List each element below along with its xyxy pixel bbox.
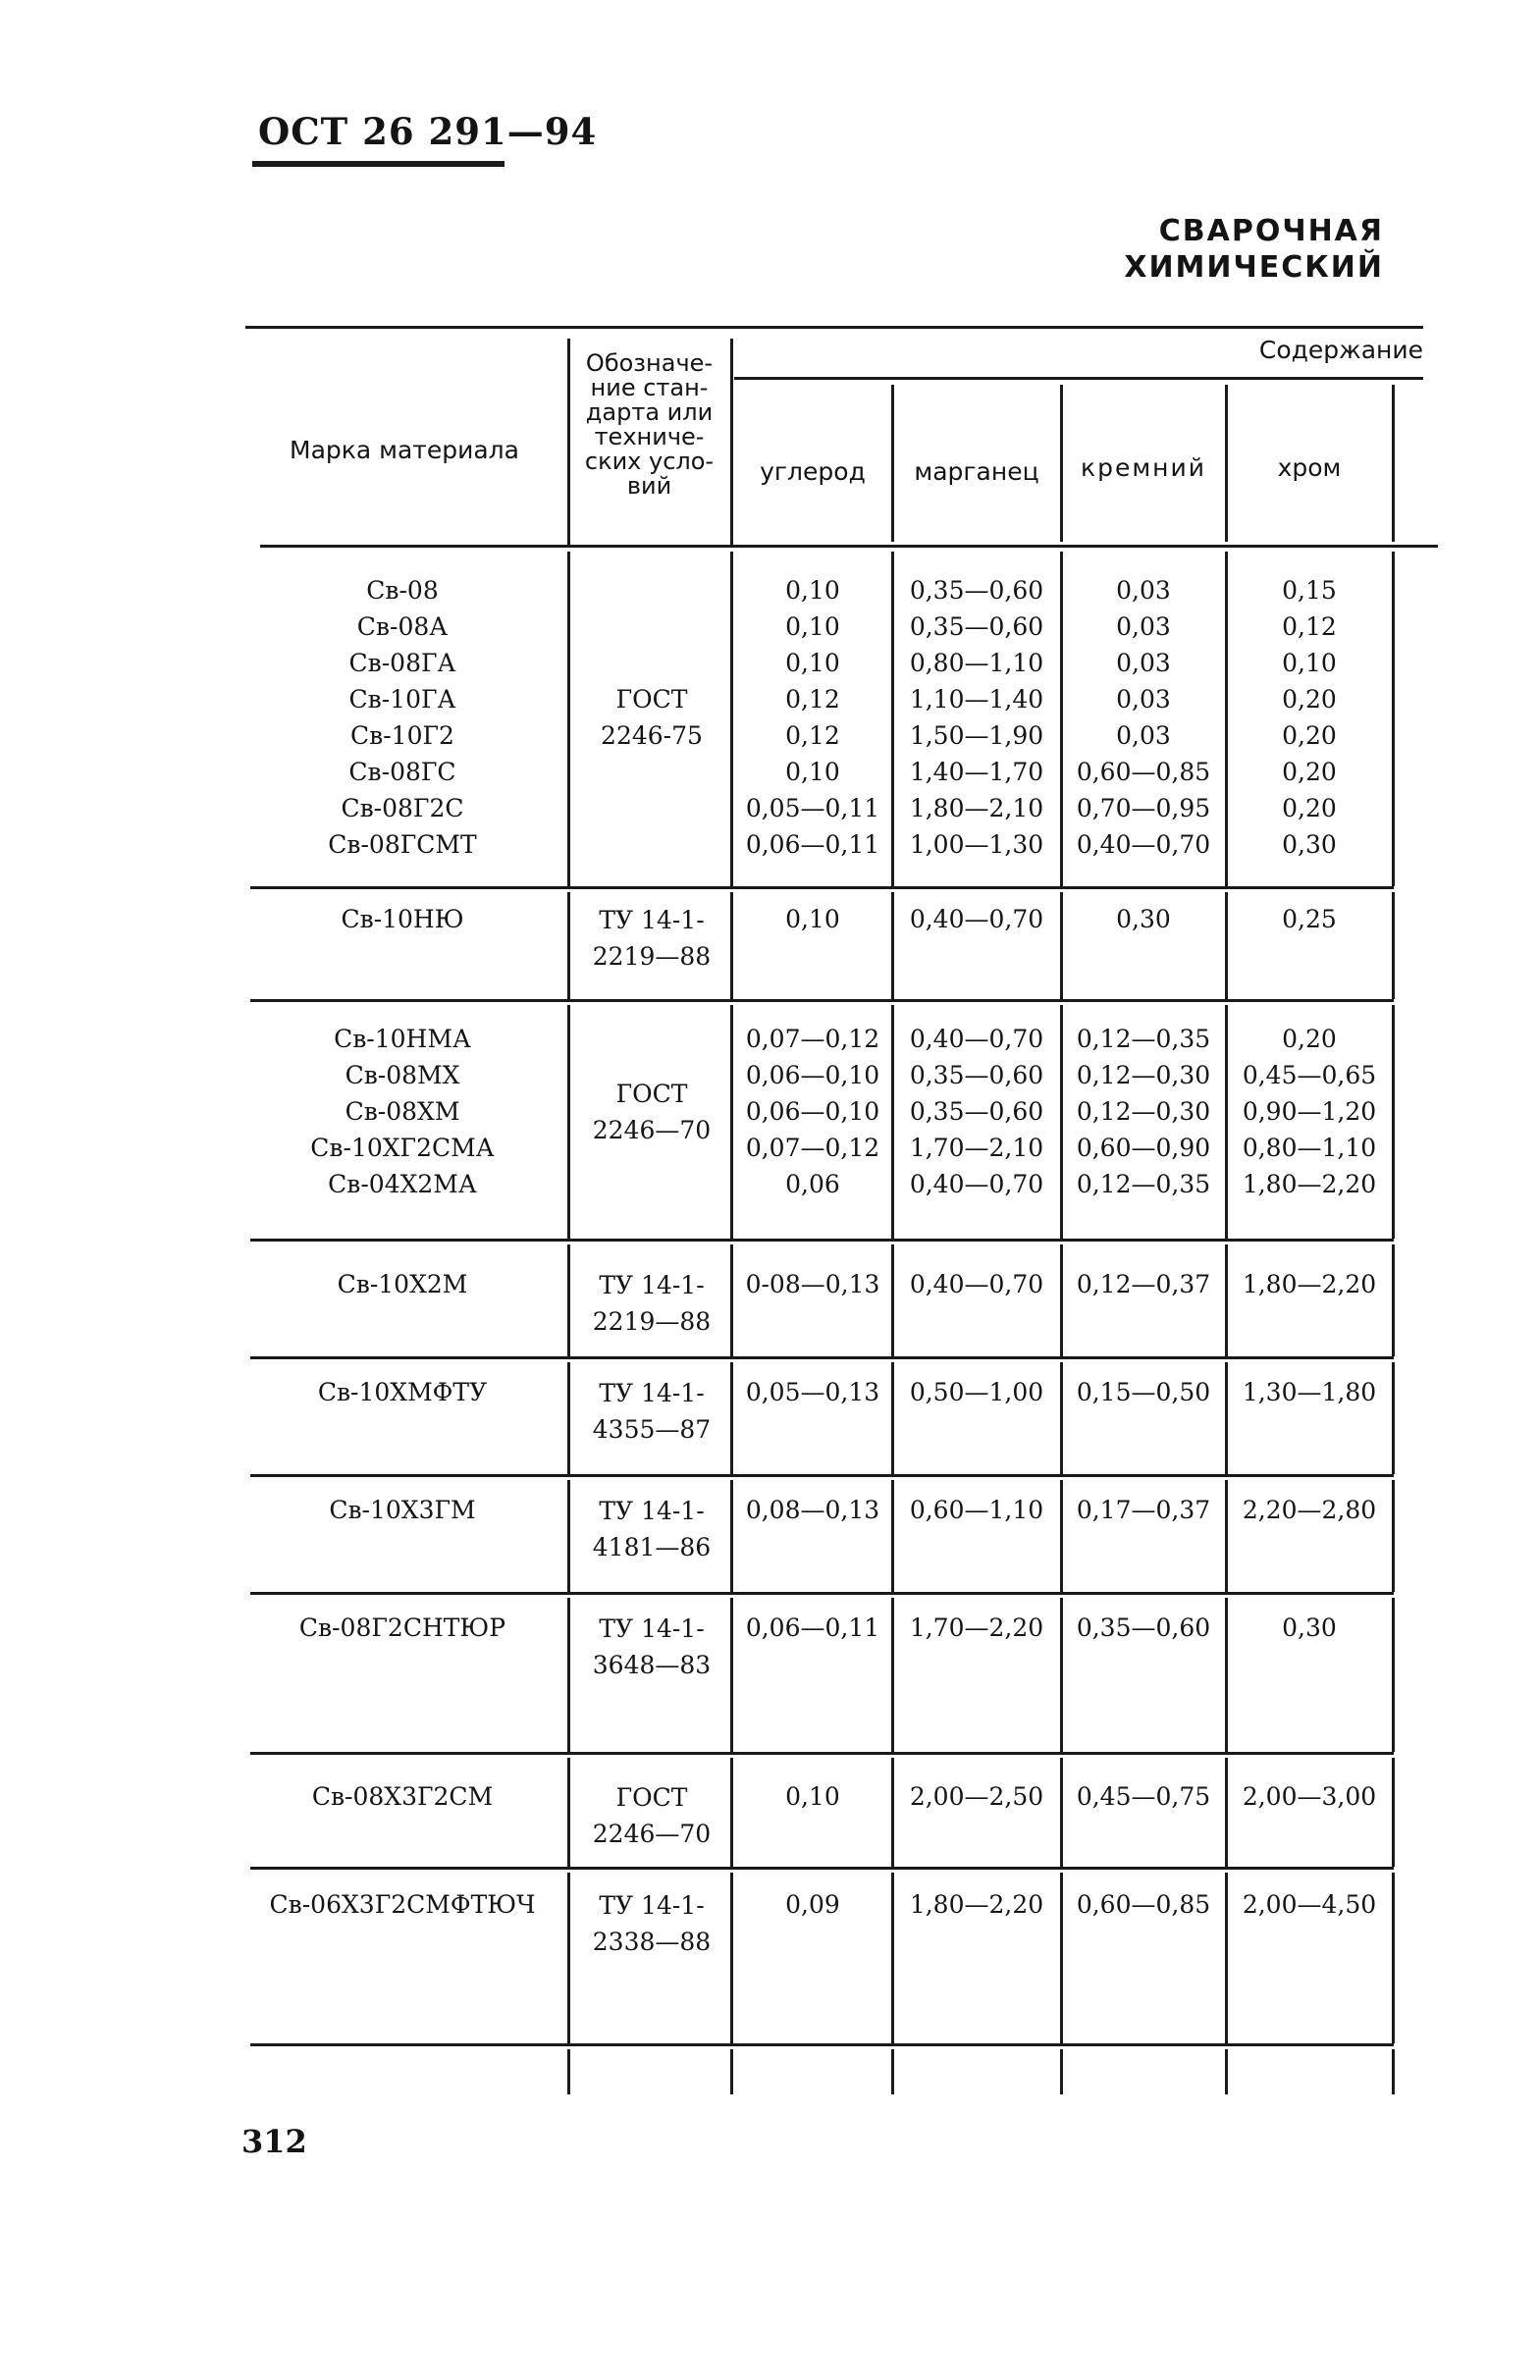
column-divider [567,1480,570,1592]
silicon-cell: 0,03 [1116,649,1171,677]
material-mark-cell: Св-08Х3Г2СМ [311,1782,494,1811]
column-divider [891,892,894,999]
standard-cell: 2219—88 [592,1307,712,1336]
material-mark-cell: Св-08Г2С [341,794,464,822]
silicon-cell: 0,12—0,30 [1076,1097,1211,1126]
material-mark-cell: Св-08ГА [348,649,456,677]
carbon-cell: 0,12 [785,721,840,750]
header-standard-line: вий [626,472,672,500]
row-divider [250,999,1394,1002]
manganese-cell: 1,50—1,90 [909,721,1044,750]
manganese-cell: 0,35—0,60 [909,1061,1044,1089]
carbon-cell: 0,09 [785,1890,840,1919]
material-mark-cell: Св-10ГА [348,685,456,714]
page-title-line-1: СВАРОЧНАЯ [1158,214,1384,248]
column-divider [1225,1005,1228,1239]
carbon-cell: 0,12 [785,685,840,714]
column-divider [1392,1362,1395,1474]
column-divider [891,1244,894,1356]
manganese-cell: 0,50—1,00 [909,1378,1044,1406]
carbon-cell: 0-08—0,13 [745,1270,880,1298]
chromium-cell: 0,12 [1282,612,1337,641]
silicon-cell: 0,12—0,37 [1076,1270,1211,1298]
column-divider [1060,1873,1063,2043]
column-divider [1060,892,1063,999]
manganese-cell: 0,40—0,70 [909,1025,1044,1053]
column-divider [1060,1005,1063,1239]
column-divider [1225,552,1228,886]
manganese-cell: 0,40—0,70 [909,1270,1044,1298]
header-standard-line: дарта или [585,398,714,426]
chromium-cell: 0,15 [1282,576,1337,605]
column-divider [1060,2049,1063,2094]
column-divider [730,2049,733,2094]
chromium-cell: 2,20—2,80 [1242,1496,1377,1524]
chromium-cell: 0,30 [1282,1613,1337,1642]
material-mark-cell: Св-10НЮ [341,905,464,933]
row-divider [250,1592,1394,1595]
material-mark-cell: Св-10ХМФТУ [317,1378,488,1406]
row-divider [250,1356,1394,1359]
header-standard-line: ние стан- [590,374,709,401]
column-divider [730,339,733,545]
document-code-underline [252,161,504,167]
manganese-cell: 1,00—1,30 [909,830,1044,859]
header-chromium: хром [1277,453,1342,482]
carbon-cell: 0,06—0,11 [745,830,880,859]
chromium-cell: 0,20 [1282,794,1337,822]
header-manganese: марганец [914,457,1039,486]
silicon-cell: 0,12—0,35 [1076,1170,1211,1198]
material-mark-cell: Св-10НМА [334,1025,471,1053]
standard-cell: ТУ 14-1- [599,906,705,934]
standard-cell: 2338—88 [592,1928,712,1956]
column-divider [730,892,733,999]
column-divider [567,1244,570,1356]
silicon-cell: 0,60—0,85 [1076,758,1211,786]
column-divider [1225,1362,1228,1474]
column-divider [1392,1873,1395,2043]
column-divider [1225,1758,1228,1867]
column-divider [730,552,733,886]
chromium-cell: 0,45—0,65 [1242,1061,1377,1089]
silicon-cell: 0,12—0,35 [1076,1025,1211,1053]
chromium-cell: 0,80—1,10 [1242,1134,1377,1162]
column-divider [730,1758,733,1867]
standard-cell: 4355—87 [592,1415,712,1444]
chromium-cell: 0,20 [1282,1025,1337,1053]
silicon-cell: 0,15—0,50 [1076,1378,1211,1406]
silicon-cell: 0,45—0,75 [1076,1782,1211,1811]
column-divider [567,2049,570,2094]
material-mark-cell: Св-10Х3ГМ [329,1496,476,1524]
column-divider [1392,1005,1395,1239]
chromium-cell: 2,00—3,00 [1242,1782,1377,1811]
manganese-cell: 1,80—2,20 [909,1890,1044,1919]
carbon-cell: 0,05—0,11 [745,794,880,822]
carbon-cell: 0,10 [785,1782,840,1811]
header-standard-line: ских усло- [584,448,715,475]
material-mark-cell: Св-08ХМ [345,1097,460,1126]
silicon-cell: 0,35—0,60 [1076,1613,1211,1642]
column-divider [1225,2049,1228,2094]
standard-cell: ГОСТ [615,685,688,714]
carbon-cell: 0,10 [785,758,840,786]
standard-cell: 2246-75 [601,721,703,750]
header-carbon: углерод [760,457,866,486]
table-top-rule [245,326,1423,329]
column-divider [1060,1758,1063,1867]
column-divider [1225,1480,1228,1592]
column-divider [567,1598,570,1752]
carbon-cell: 0,08—0,13 [745,1496,880,1524]
carbon-cell: 0,05—0,13 [745,1378,880,1406]
chromium-cell: 0,20 [1282,685,1337,714]
column-divider [567,339,570,545]
carbon-cell: 0,10 [785,612,840,641]
material-mark-cell: Св-08МХ [345,1061,460,1089]
silicon-cell: 0,03 [1116,721,1171,750]
chromium-cell: 0,90—1,20 [1242,1097,1377,1126]
carbon-cell: 0,06—0,10 [745,1097,880,1126]
row-divider [250,886,1394,889]
column-divider [567,1873,570,2043]
manganese-cell: 0,35—0,60 [909,576,1044,605]
chromium-cell: 0,20 [1282,758,1337,786]
material-mark-cell: Св-08 [366,576,439,605]
standard-cell: ГОСТ [615,1080,688,1108]
header-content: Содержание [1258,336,1423,364]
column-divider [567,1362,570,1474]
manganese-cell: 1,10—1,40 [909,685,1044,714]
column-divider [891,2049,894,2094]
carbon-cell: 0,07—0,12 [745,1134,880,1162]
silicon-cell: 0,12—0,30 [1076,1061,1211,1089]
material-mark-cell: Св-10Х2М [337,1270,468,1298]
column-divider [1060,1244,1063,1356]
standard-cell: ТУ 14-1- [599,1271,705,1299]
column-divider [891,552,894,886]
column-divider [1392,552,1395,886]
material-mark-cell: Св-10ХГ2СМА [310,1134,495,1162]
carbon-cell: 0,10 [785,649,840,677]
chromium-cell: 0,30 [1282,830,1337,859]
silicon-cell: 0,03 [1116,612,1171,641]
silicon-cell: 0,03 [1116,685,1171,714]
column-divider [1060,1598,1063,1752]
column-divider [730,1244,733,1356]
standard-cell: 2246—70 [592,1820,712,1848]
material-mark-cell: Св-08ГСМТ [328,830,477,859]
material-mark-cell: Св-08Г2СНТЮР [298,1613,506,1642]
standard-cell: 4181—86 [592,1533,712,1561]
column-divider [1392,1598,1395,1752]
column-divider [730,1873,733,2043]
material-mark-cell: Св-04Х2МА [328,1170,477,1198]
standard-cell: ТУ 14-1- [599,1891,705,1920]
silicon-cell: 0,70—0,95 [1076,794,1211,822]
row-divider [250,1752,1394,1755]
material-mark-cell: Св-10Г2 [350,721,454,750]
carbon-cell: 0,10 [785,905,840,933]
manganese-cell: 2,00—2,50 [909,1782,1044,1811]
carbon-cell: 0,06 [785,1170,840,1198]
silicon-cell: 0,40—0,70 [1076,830,1211,859]
column-divider [891,1362,894,1474]
standard-cell: ГОСТ [615,1783,688,1812]
chromium-cell: 1,80—2,20 [1242,1270,1377,1298]
column-divider [730,1480,733,1592]
page-number: 312 [241,2123,307,2160]
page-title-line-2: ХИМИЧЕСКИЙ [1124,250,1384,285]
carbon-cell: 0,10 [785,576,840,605]
standard-cell: ТУ 14-1- [599,1379,705,1407]
carbon-cell: 0,06—0,10 [745,1061,880,1089]
material-mark-cell: Св-06Х3Г2СМФТЮЧ [269,1890,536,1919]
row-divider [250,1867,1394,1870]
carbon-cell: 0,06—0,11 [745,1613,880,1642]
chromium-cell: 1,80—2,20 [1242,1170,1377,1198]
document-code: ОСТ 26 291—94 [258,110,598,153]
column-divider [1392,1480,1395,1592]
column-divider [1392,892,1395,999]
header-standard-line: Обозначе- [585,349,714,377]
header-material-mark: Марка материала [290,436,519,464]
column-divider [567,892,570,999]
standard-cell: ТУ 14-1- [599,1497,705,1525]
material-mark-cell: Св-08А [356,612,449,641]
chromium-cell: 2,00—4,50 [1242,1890,1377,1919]
manganese-cell: 0,35—0,60 [909,1097,1044,1126]
manganese-cell: 1,70—2,10 [909,1134,1044,1162]
material-mark-cell: Св-08ГС [348,758,456,786]
manganese-cell: 1,80—2,10 [909,794,1044,822]
standard-cell: ТУ 14-1- [599,1614,705,1643]
silicon-cell: 0,60—0,90 [1076,1134,1211,1162]
header-silicon: кремний [1080,453,1207,482]
header-standard [573,351,725,499]
chromium-cell: 0,25 [1282,905,1337,933]
row-divider [250,2043,1394,2046]
standard-cell: 2246—70 [592,1116,712,1144]
row-divider [250,1474,1394,1477]
column-divider [1392,2049,1395,2094]
standard-cell: 2219—88 [592,942,712,971]
manganese-cell: 1,40—1,70 [909,758,1044,786]
manganese-cell: 0,40—0,70 [909,905,1044,933]
carbon-cell: 0,07—0,12 [745,1025,880,1053]
column-divider [1225,1598,1228,1752]
manganese-cell: 1,70—2,20 [909,1613,1044,1642]
column-divider [891,1598,894,1752]
column-divider [567,1005,570,1239]
column-divider [1225,1873,1228,2043]
header-standard-line: техниче- [594,423,705,450]
column-divider [1060,552,1063,886]
chromium-cell: 1,30—1,80 [1242,1378,1377,1406]
column-divider [1392,385,1395,542]
manganese-cell: 0,60—1,10 [909,1496,1044,1524]
column-divider [1225,892,1228,999]
silicon-cell: 0,30 [1116,905,1171,933]
column-divider [1060,1362,1063,1474]
column-divider [1225,1244,1228,1356]
header-bottom-rule [260,545,1438,548]
column-divider [1060,1480,1063,1592]
column-divider [730,1362,733,1474]
column-divider [567,1758,570,1867]
silicon-cell: 0,60—0,85 [1076,1890,1211,1919]
column-divider [567,552,570,886]
column-divider [730,1598,733,1752]
manganese-cell: 0,40—0,70 [909,1170,1044,1198]
standard-cell: 3648—83 [592,1651,712,1679]
column-divider [891,1005,894,1239]
manganese-cell: 0,80—1,10 [909,649,1044,677]
column-divider [891,1758,894,1867]
column-divider [730,1005,733,1239]
silicon-cell: 0,03 [1116,576,1171,605]
column-divider [891,1873,894,2043]
column-divider [1392,1244,1395,1356]
column-divider [1392,1758,1395,1867]
chromium-cell: 0,20 [1282,721,1337,750]
column-divider [891,1480,894,1592]
manganese-cell: 0,35—0,60 [909,612,1044,641]
content-group-rule [734,377,1423,380]
row-divider [250,1239,1394,1242]
silicon-cell: 0,17—0,37 [1076,1496,1211,1524]
chromium-cell: 0,10 [1282,649,1337,677]
